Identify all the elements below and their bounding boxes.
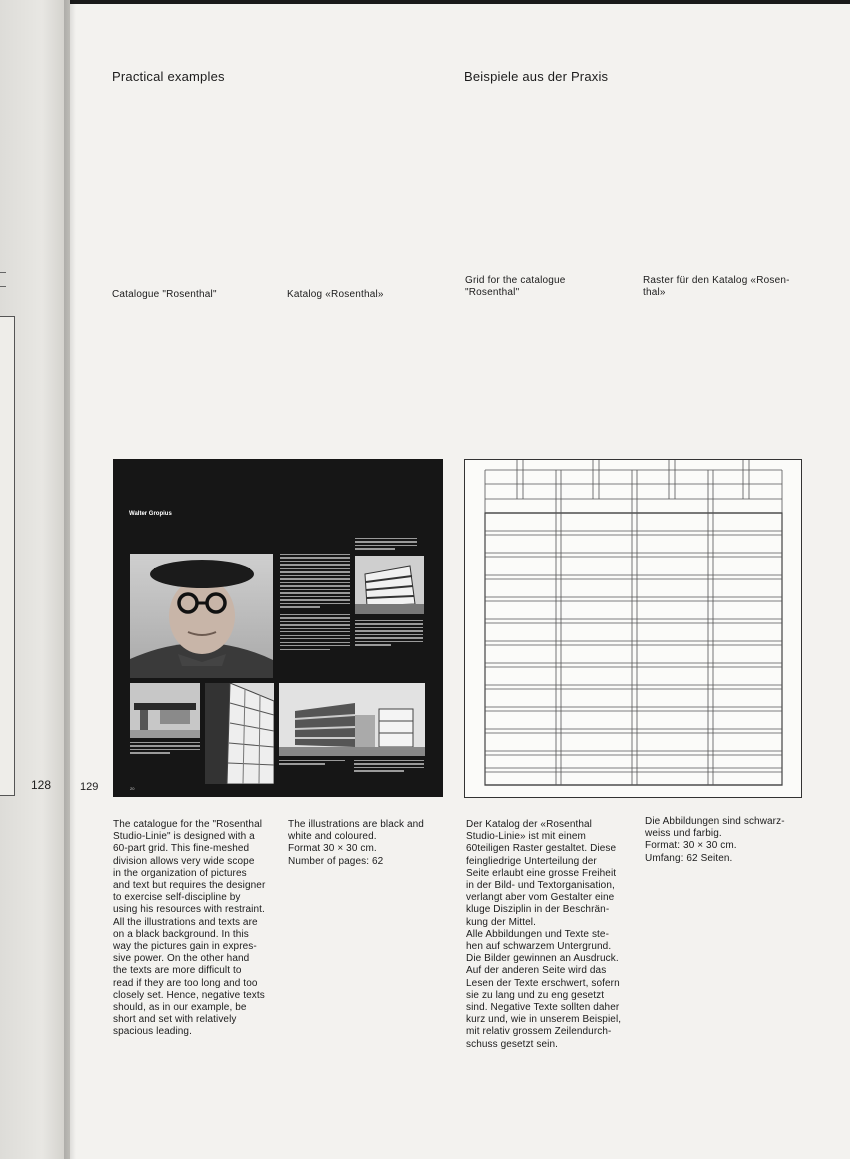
text-line: Die Bilder gewinnen an Ausdruck. [466,953,619,965]
previous-page-panel [0,316,15,796]
text-line: schuss gesetzt sein. [466,1038,559,1050]
caption-grid-en-line: "Rosenthal" [465,287,520,298]
text-line: the texts are more difficult to [113,965,242,977]
caption-catalogue-de: Katalog «Rosenthal» [287,289,384,300]
grid-lines [465,460,801,797]
text-line: Number of pages: 62 [288,855,384,867]
text-line: hen auf schwarzem Untergrund. [466,941,612,953]
catalogue-caption-bottom-right [354,760,424,774]
caption-grid-de-line: Raster für den Katalog «Rosen- [643,275,790,286]
caption-grid-de-line: thal» [643,287,666,298]
text-line: short and set with relatively [113,1014,237,1026]
text-line: and text but requires the designer [113,880,266,892]
text-line: read if they are too long and too [113,977,258,989]
catalogue-page-number: 20 [130,786,135,791]
text-line: Lesen der Texte erschwert, sofern [466,977,620,989]
page-top-edge [0,0,850,4]
text-line: kung der Mittel. [466,916,536,928]
text-line: mit relativ grossem Zeilendurch- [466,1026,612,1038]
grid-diagram [464,459,802,798]
catalogue-page-image [113,459,443,797]
text-line: Seite erlaubt eine grosse Freiheit [466,867,617,879]
text-line: weiss und farbig. [645,828,722,840]
body-text-german-2 [645,816,820,865]
text-line: white and coloured. [288,831,377,843]
text-line: spacious leading. [113,1026,192,1038]
text-line: sind. Negative Texte sollten daher [466,1002,620,1014]
catalogue-text-block [280,554,350,652]
bauhaus-photo [279,683,425,756]
text-line: should, as in our example, be [113,1002,247,1014]
text-line: on a black background. In this [113,928,249,940]
portrait-photo [130,554,273,678]
text-line: division allows very wide scope [113,855,255,867]
text-line: kluge Disziplin in der Beschrän- [466,904,610,916]
text-line: Format 30 × 30 cm. [288,843,377,855]
heading-english: Practical examples [112,69,225,84]
body-text-german-1 [466,819,641,1051]
catalogue-caption-block [355,538,417,552]
text-line: Umfang: 62 Seiten. [645,852,733,864]
caption-grid-en [465,275,566,299]
caption-grid-en-line: Grid for the catalogue [465,275,566,286]
catalogue-caption-bottom-mid [279,760,345,767]
text-line: feingliedrige Unterteilung der [466,855,597,867]
text-line: 60teiligen Raster gestaltet. Diese [466,843,617,855]
margin-tick [0,286,6,287]
text-line: Studio-Linie" is designed with a [113,831,255,843]
building-photo [355,556,424,614]
body-text-english-2 [288,819,453,868]
text-line: to exercise self-discipline by [113,892,241,904]
catalogue-title: Walter Gropius [129,511,172,517]
text-line: Der Katalog der «Rosenthal [466,819,593,830]
text-line: in der Bild- und Textorganisation, [466,880,615,892]
caption-grid-de [643,275,790,299]
book-gutter [64,0,76,1159]
text-line: kurz und, wie in unserem Beispiel, [466,1014,622,1026]
text-line: All the illustrations and texts are [113,916,258,928]
text-line: sie zu lang und zu eng gesetzt [466,989,605,1001]
text-line: Auf der anderen Seite wird das [466,965,607,977]
caption-catalogue-en: Catalogue "Rosenthal" [112,289,217,300]
page-number-right: 129 [80,781,99,793]
catalogue-caption-bottom-left [130,742,200,756]
text-line: Alle Abbildungen und Texte ste- [466,928,610,940]
catalogue-text-block-right [355,620,423,648]
text-line: Studio-Linie» ist mit einem [466,831,586,843]
text-line: Format: 30 × 30 cm. [645,840,737,852]
body-text-english-1 [113,819,288,1039]
text-line: way the pictures gain in expres- [113,941,257,953]
text-line: verlangt aber vom Gestalter eine [466,892,615,904]
text-line: The illustrations are black and [288,819,424,830]
page-number-left: 128 [31,778,52,792]
text-line: The catalogue for the "Rosenthal [113,819,263,830]
text-line: sive power. On the other hand [113,953,250,965]
text-line: closely set. Hence, negative texts [113,989,265,1001]
heading-german: Beispiele aus der Praxis [464,69,609,84]
margin-tick [0,272,6,273]
tower-photo [205,683,274,784]
text-line: Die Abbildungen sind schwarz- [645,816,785,827]
text-line: 60-part grid. This fine-meshed [113,843,250,855]
text-line: using his resources with restraint. [113,904,265,916]
pavilion-photo [130,683,200,738]
text-line: in the organization of pictures [113,867,247,879]
